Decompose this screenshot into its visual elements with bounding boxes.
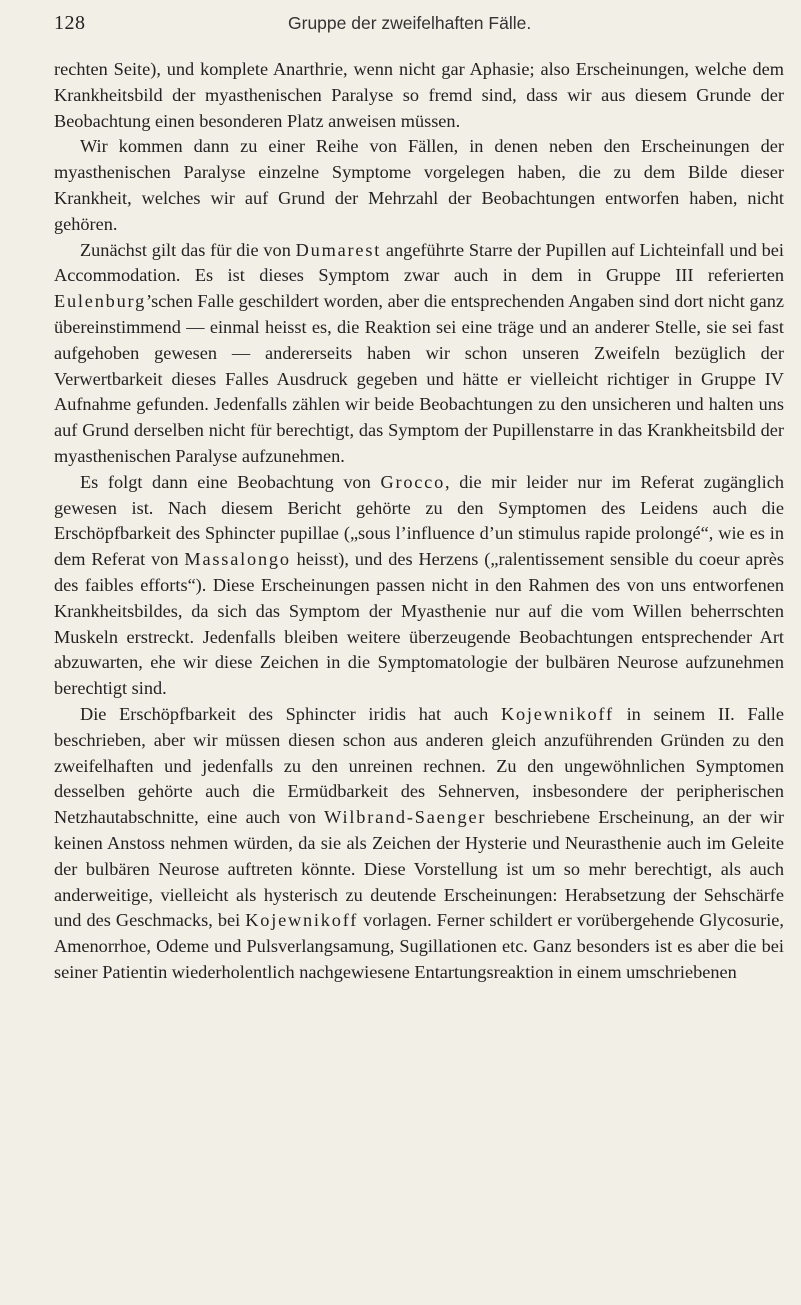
author-name: Kojewnikoff: [245, 910, 359, 931]
text-segment: beschriebene Erscheinung, an der wir keinen Anstoss nehmen würden, da sie als Zeichen der Hysterie und Neurasthenie auch im Geleite der bulbären Neurose auftreten könnte. Diese Vorstellung ist um so mehr berechtigt, als auch anderweitige, vielleicht als hysterisch zu deutende Erscheinungen: Herabsetzung der Sehschärfe und des Geschmacks, bei: [54, 807, 784, 931]
paragraph: [54, 238, 784, 470]
running-title: Gruppe der zweifelhaften Fälle.: [288, 13, 532, 33]
author-name: Massalongo: [184, 549, 291, 570]
page-number: 128: [54, 12, 86, 34]
text-segment: Es folgt dann eine Beobachtung von: [80, 471, 381, 492]
author-name: Kojewnikoff: [500, 703, 614, 724]
paragraph: [54, 57, 784, 134]
paragraph: [54, 470, 784, 702]
body-text: [54, 57, 784, 986]
paragraph: [54, 134, 784, 237]
author-name: Grocco: [380, 471, 446, 492]
text-segment: heisst), und des Herzens („ralentissement sensible du coeur après des faibles efforts“). Diese Erscheinungen passen nicht in den Rahmen des von uns entworfenen Krankheitsbildes, da sich das Symptom der Myasthenie nur auf die vom Willen beherrschten Muskeln erstreckt. Jedenfalls bleiben weitere überzeugende Beobachtungen entsprechender Art abzuwarten, ehe wir diese Zeichen in die Symptomatologie der bulbären Neurose aufzunehmen berechtigt sind.: [54, 549, 785, 699]
text-segment: Zunächst gilt das für die von: [80, 239, 296, 260]
paragraph: [54, 702, 784, 986]
author-name: Eulenburg: [54, 291, 147, 312]
text-segment: rechten Seite), und komplete Anarthrie, wenn nicht gar Aphasie; also Erscheinungen, welche dem Krankheitsbild der myasthenischen Paralyse so fremd sind, dass wir aus diesem Grunde der Beobachtung einen besonderen Platz anweisen müssen.: [54, 59, 784, 131]
text-segment: in seinem II. Falle beschrieben, aber wir müssen diesen schon aus anderen gleich anzuführenden Gründen zu den zweifelhaften und jedenfalls zu den unreinen rechnen. Zu den ungewöhnlichen Symptomen desselben gehörte auch die Ermüdbarkeit des Sehnerven, insbesondere der peripherischen Netzhautabschnitte, eine auch von: [54, 703, 784, 828]
text-segment: Die Erschöpfbarkeit des Sphincter iridis hat auch: [80, 703, 501, 724]
text-segment: vorlagen. Ferner schildert er vorübergehende Glycosurie, Amenorrhoe, Odeme und Pulsverlangsamung, Sugillationen etc. Ganz besonders ist es aber die bei seiner Patientin wiederholentlich nachgewiesene Entartungsreaktion in einem umschriebenen: [54, 910, 784, 982]
text-segment: ’schen Falle geschildert worden, aber die entsprechenden Angaben sind dort nicht ganz übereinstimmend — einmal heisst es, die Reaktion sei eine träge und an anderer Stelle, sie sei fast aufgehoben gewesen — andererseits haben wir schon unseren Zweifeln bezüglich der Verwertbarkeit dieses Falles Ausdruck gegeben und hätte er vielleicht richtiger in Gruppe IV Aufnahme gefunden. Jedenfalls zählen wir beide Beobachtungen zu den unsicheren und halten uns auf Grund derselben nicht für berechtigt, das Symptom der Pupillenstarre in das Krankheitsbild der myasthenischen Paralyse aufzunehmen.: [54, 291, 784, 466]
page-header: [54, 12, 734, 46]
text-segment: angeführte Starre der Pupillen auf Lichteinfall und bei Accommodation. Es ist dieses Symptom zwar auch in dem in Gruppe III referierten: [54, 239, 784, 286]
author-name: Wilbrand-Saenger: [324, 807, 487, 828]
text-segment: Wir kommen dann zu einer Reihe von Fällen, in denen neben den Erscheinungen der myasthenischen Paralyse einzelne Symptome vorgelegen haben, die zu dem Bilde dieser Krankheit, welches wir auf Grund der Mehrzahl der Beobachtungen entworfen haben, nicht gehören.: [54, 136, 784, 234]
text-segment: , die mir leider nur im Referat zugänglich gewesen ist. Nach diesem Bericht gehörte zu den Symptomen des Leidens auch die Erschöpfbarkeit des Sphincter pupillae („sous l’influence d’un stimulus rapide prolongé“, wie es in dem Referat von: [54, 471, 784, 570]
author-name: Dumarest: [295, 239, 382, 260]
